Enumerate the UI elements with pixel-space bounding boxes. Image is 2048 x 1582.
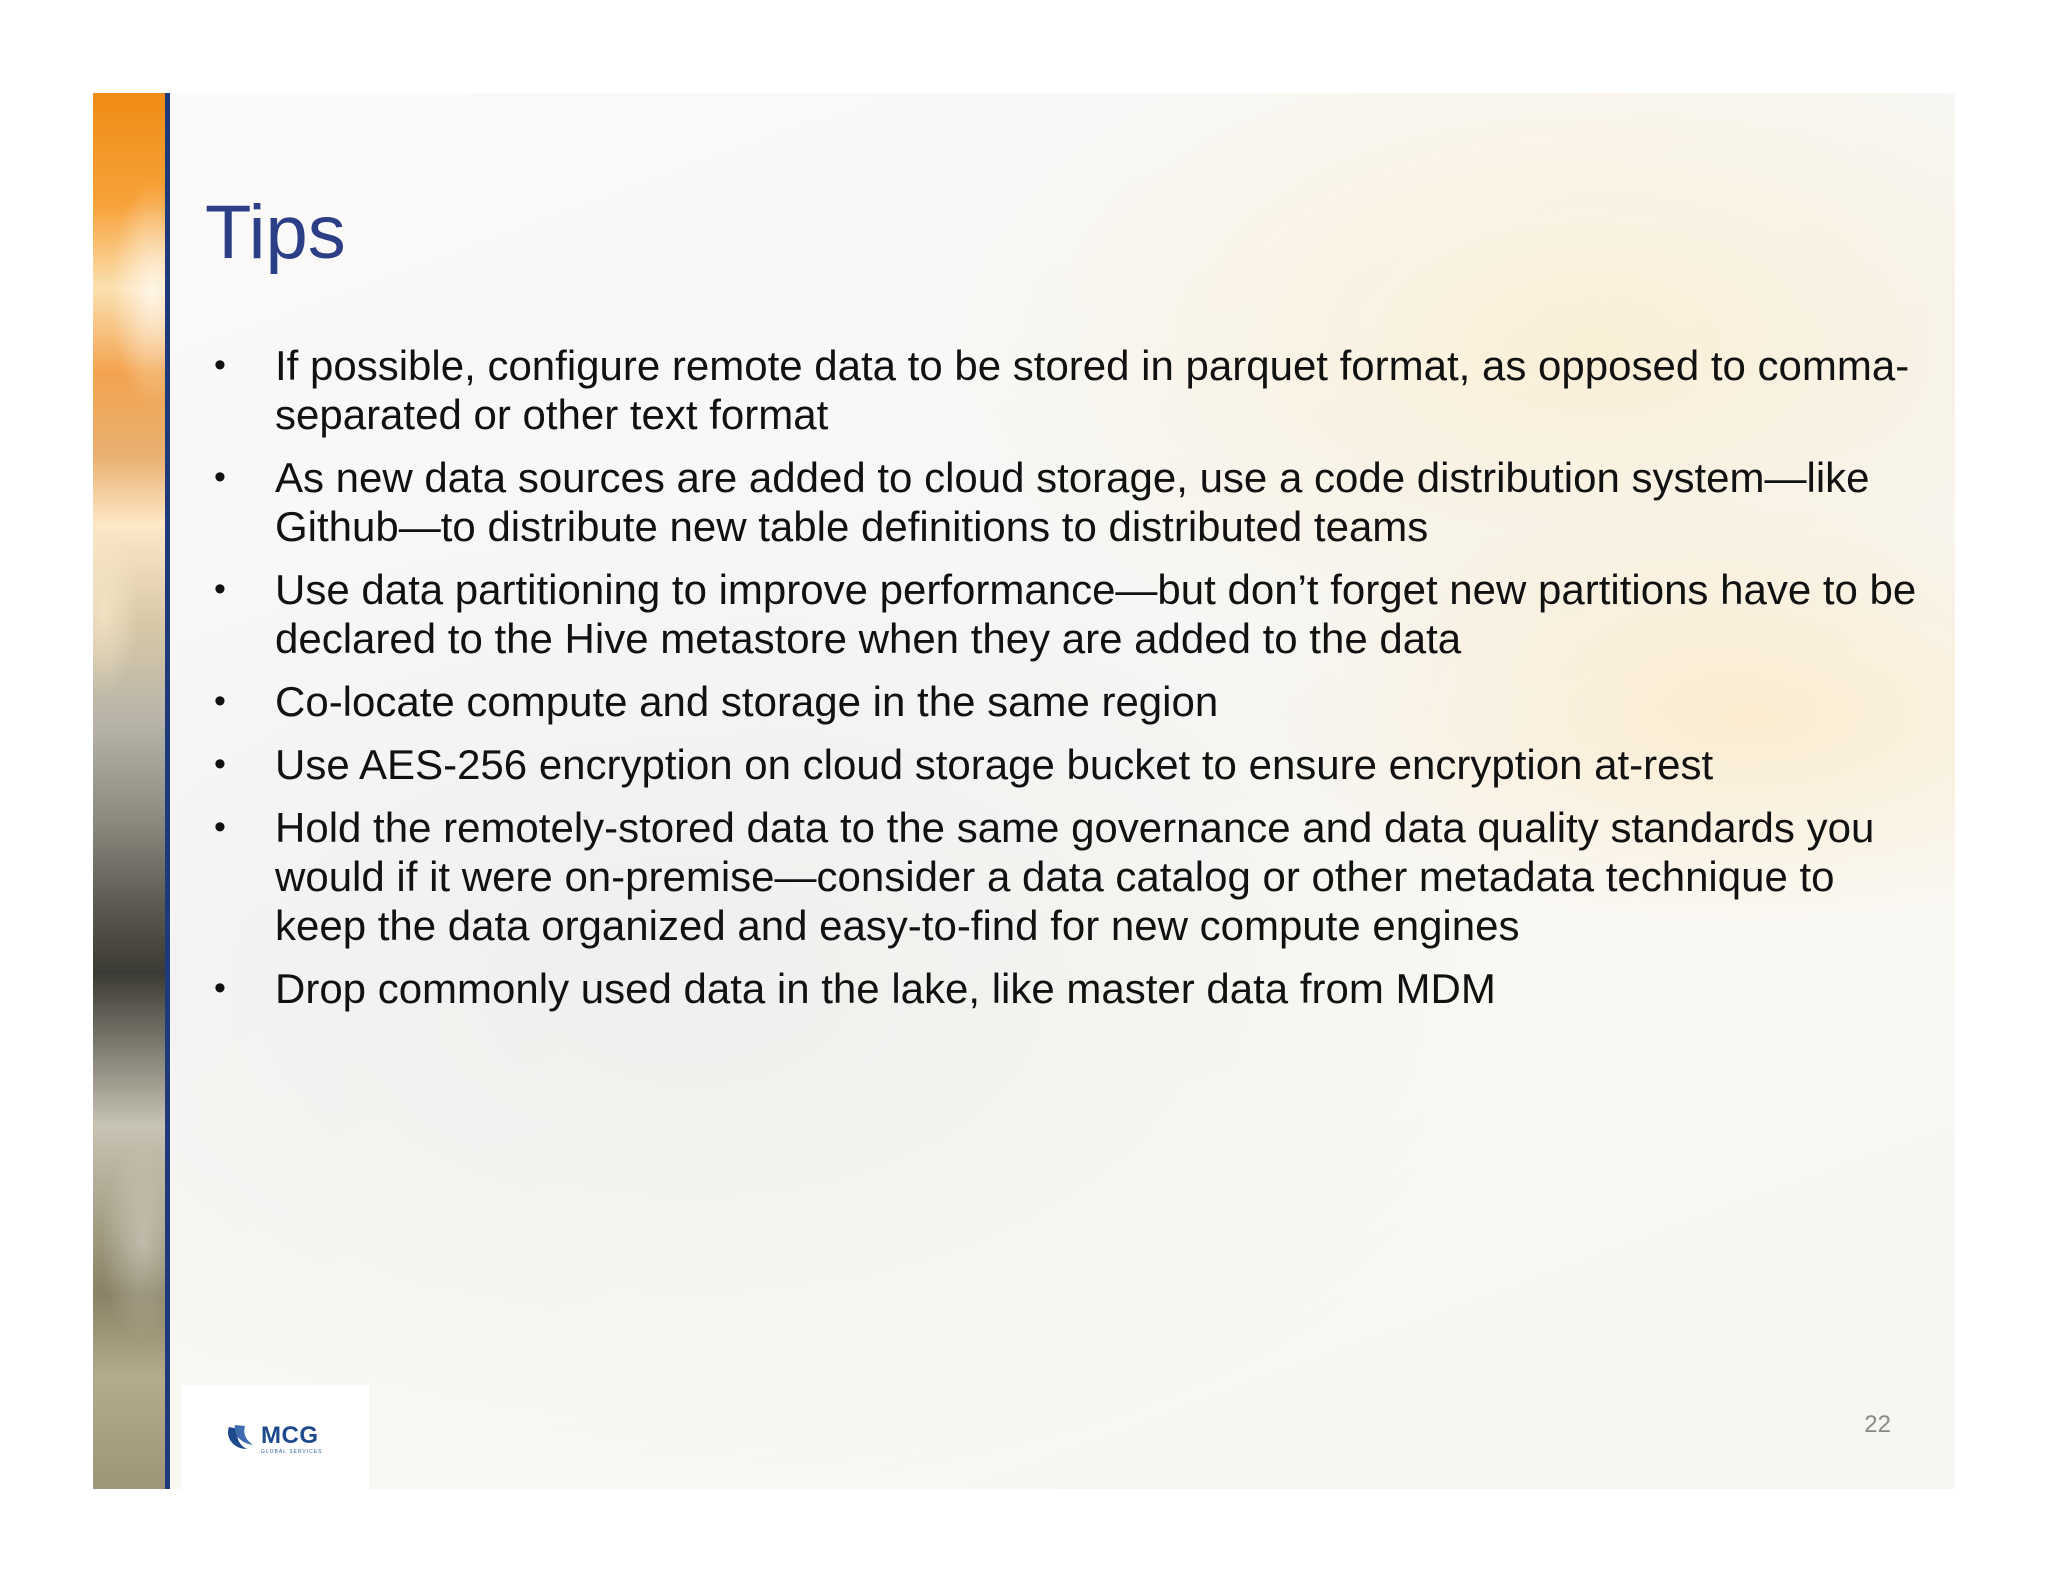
bullet-item [205, 740, 1925, 789]
bullet-dot-icon: • [214, 346, 226, 384]
bullet-text: Co-locate compute and storage in the same region [275, 678, 1219, 725]
bullet-text: Use AES-256 encryption on cloud storage bucket to ensure encryption at-rest [275, 741, 1714, 788]
bullet-dot-icon: • [214, 570, 226, 608]
bullet-item [205, 677, 1925, 726]
bullet-dot-icon: • [214, 808, 226, 846]
bullet-text: If possible, configure remote data to be stored in parquet format, as opposed to comma-separated or other text format [275, 342, 1910, 438]
mcg-swoosh-icon [225, 1423, 261, 1453]
bullet-dot-icon: • [214, 969, 226, 1007]
bullet-list [205, 341, 1925, 1027]
slide-title: Tips [205, 190, 346, 275]
bullet-item [205, 565, 1925, 663]
bullet-item [205, 341, 1925, 439]
bullet-text: Drop commonly used data in the lake, like master data from MDM [275, 965, 1496, 1012]
bullet-item [205, 964, 1925, 1013]
company-logo [181, 1385, 369, 1489]
page-number: 22 [1864, 1411, 1891, 1438]
bullet-text: Hold the remotely-stored data to the same governance and data quality standards you would if it were on-premise—consider a data catalog or other metadata technique to keep the data organized and easy-to-find for new compute engines [275, 804, 1875, 949]
side-decorative-image [93, 93, 165, 1489]
bullet-item [205, 453, 1925, 551]
bullet-dot-icon: • [214, 458, 226, 496]
bullet-dot-icon: • [214, 682, 226, 720]
logo-subtitle: GLOBAL SERVICES [261, 1449, 323, 1455]
slide [93, 93, 1955, 1489]
bullet-dot-icon: • [214, 745, 226, 783]
bullet-text: As new data sources are added to cloud storage, use a code distribution system—like Github—to distribute new table definitions to distributed teams [275, 454, 1870, 550]
bullet-text: Use data partitioning to improve performance—but don’t forget new partitions have to be declared to the Hive metastore when they are added to the data [275, 566, 1917, 662]
logo-name: MCG [261, 1422, 319, 1449]
side-accent-rule [165, 93, 170, 1489]
bullet-item [205, 803, 1925, 950]
